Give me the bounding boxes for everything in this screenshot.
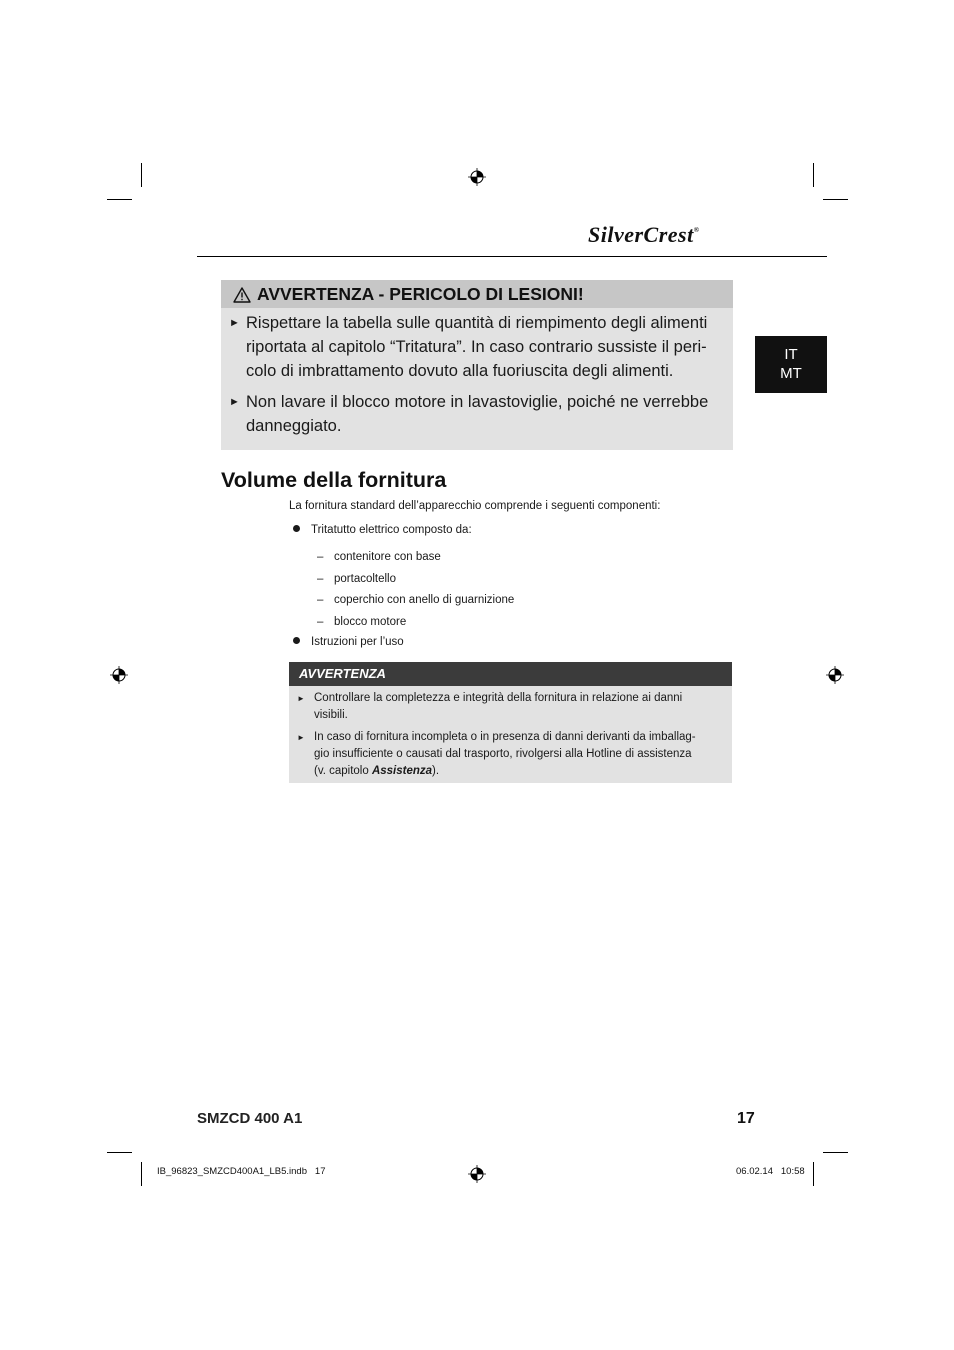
dash-marker: – <box>317 551 324 563</box>
crop-mark <box>823 199 848 200</box>
arrow-bullet-icon: ► <box>297 694 305 703</box>
sub-list-item <box>317 573 396 585</box>
warning-title: AVVERTENZA - PERICOLO DI LESIONI! <box>257 284 584 304</box>
note-text: ). <box>432 765 440 777</box>
sub-list-item-text: portacoltello <box>334 573 397 585</box>
brand-logo <box>588 222 758 252</box>
header-rule <box>197 256 827 257</box>
sub-list-item <box>317 551 441 563</box>
crop-mark <box>141 163 142 187</box>
language-tab <box>755 336 827 393</box>
warning-item-line: Rispettare la tabella sulle quantità di riempimento degli alimenti <box>246 314 708 332</box>
file-slug: IB_96823_SMZCD400A1_LB5.indb 17 <box>157 1166 326 1177</box>
sub-list-item-text: contenitore con base <box>334 551 441 563</box>
arrow-bullet-icon: ► <box>297 733 305 742</box>
note-item-line: gio insufficiente o causati dal trasporto, rivolgersi alla Hotline di assistenza <box>314 748 692 760</box>
crop-mark <box>813 163 814 187</box>
note-warning-box <box>289 662 732 783</box>
dash-marker: – <box>317 594 324 606</box>
dash-marker: – <box>317 616 324 628</box>
note-item-line: visibili. <box>314 709 348 721</box>
sub-list-item-text: coperchio con anello di guarnizione <box>334 594 515 606</box>
warning-item-line: colo di imbrattamento dovuto alla fuoriuscita degli alimenti. <box>246 362 674 380</box>
list-item <box>293 636 404 648</box>
registered-mark: ® <box>693 226 700 234</box>
section-title: Volume della fornitura <box>221 468 447 492</box>
sub-list-item <box>317 594 514 606</box>
warning-item-line: riportata al capitolo “Tritatura”. In caso contrario sussiste il peri- <box>246 338 707 356</box>
arrow-bullet-icon: ► <box>229 317 240 329</box>
note-warning-header: AVVERTENZA <box>289 662 732 686</box>
crop-mark <box>141 1162 142 1186</box>
dash-marker: – <box>317 573 324 585</box>
page-number: 17 <box>737 1110 755 1127</box>
chapter-reference: Assistenza <box>371 765 433 777</box>
warning-item-line: Non lavare il blocco motore in lavastoviglie, poiché ne verrebbe <box>246 393 709 411</box>
bullet-dot-icon <box>293 637 300 644</box>
note-item-line: Controllare la completezza e integrità della fornitura in relazione ai danni <box>314 692 683 704</box>
crop-mark <box>813 1162 814 1186</box>
note-text: (v. capitolo <box>314 765 372 777</box>
bullet-dot-icon <box>293 525 300 532</box>
arrow-bullet-icon: ► <box>229 396 240 408</box>
warning-header <box>221 280 733 308</box>
list-item-text: Tritatutto elettrico composto da: <box>311 524 472 536</box>
injury-warning-box <box>221 280 733 450</box>
warning-triangle-icon <box>233 287 251 303</box>
note-item-line: In caso di fornitura incompleta o in presenza di danni derivanti da imballag- <box>314 731 696 743</box>
registration-mark-icon <box>826 666 844 684</box>
registration-mark-icon <box>468 1165 486 1183</box>
model-number: SMZCD 400 A1 <box>197 1110 303 1127</box>
crop-mark <box>107 199 132 200</box>
crop-mark <box>107 1152 132 1153</box>
crop-mark <box>823 1152 848 1153</box>
print-date-time: 06.02.14 10:58 <box>736 1166 805 1177</box>
list-item <box>293 524 472 536</box>
note-item-line <box>314 763 724 780</box>
registration-mark-icon <box>110 666 128 684</box>
section-intro: La fornitura standard dell’apparecchio comprende i seguenti componenti: <box>289 500 661 512</box>
sub-list-item-text: blocco motore <box>334 616 407 628</box>
brand-logo-text: SilverCrest <box>588 222 694 247</box>
list-item-text: Istruzioni per l’uso <box>311 636 404 648</box>
registration-mark-icon <box>468 168 486 186</box>
sub-list-item <box>317 616 406 628</box>
language-code-mt: MT <box>780 365 802 382</box>
warning-item-line: danneggiato. <box>246 417 342 435</box>
language-code-it: IT <box>784 346 798 363</box>
